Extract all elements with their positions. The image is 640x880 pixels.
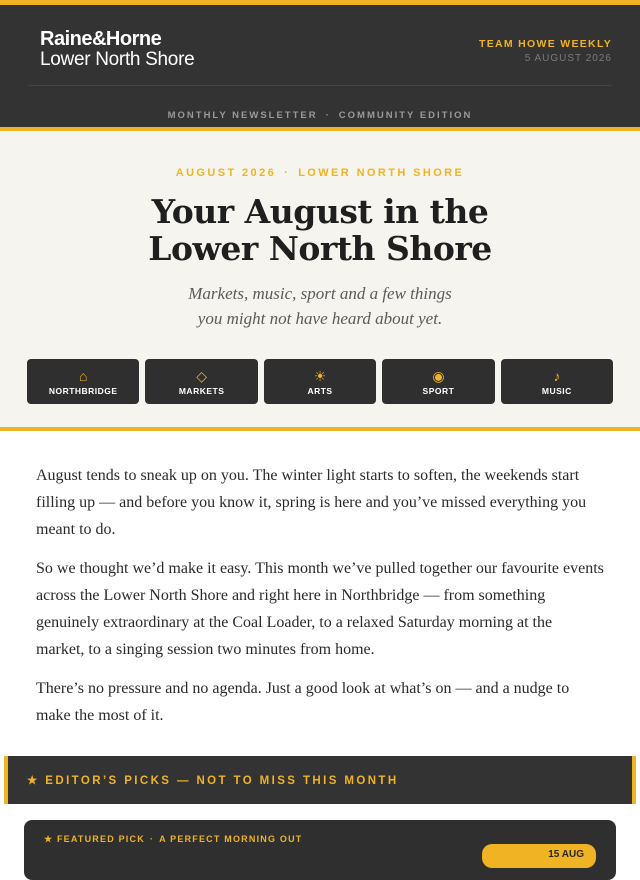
category-buttons bbox=[0, 359, 640, 404]
hero-kicker bbox=[0, 167, 640, 179]
editors-picks-banner bbox=[4, 756, 636, 804]
edition-left: MONTHLY NEWSLETTER bbox=[167, 110, 318, 121]
intro-paragraph-2: So we thought we’d make it easy. This month we’ve pulled together our favourite events across the Lower North Shore and right here in Northbridge — from something genuinely extraordinary at the Coal Loader, to a relaxed Saturday morning at the market, to a singing session two minutes from home. bbox=[36, 560, 604, 658]
featured-separator: · bbox=[149, 834, 155, 844]
hero-title bbox=[0, 193, 640, 267]
logo-brand-name: Raine&Horne bbox=[40, 28, 162, 50]
edition-line bbox=[28, 86, 612, 121]
category-label: SPORT bbox=[422, 385, 455, 396]
edition-right: COMMUNITY EDITION bbox=[338, 110, 473, 121]
category-button-northbridge[interactable] bbox=[27, 359, 139, 404]
event-date-badge: 15 AUG bbox=[482, 844, 596, 868]
kicker-separator: · bbox=[284, 167, 291, 179]
sun-icon: ☀ bbox=[313, 367, 327, 384]
hero-subtitle-line1: Markets, music, sport and a few things bbox=[188, 284, 452, 303]
hero-section bbox=[0, 127, 640, 431]
category-label: NORTHBRIDGE bbox=[48, 385, 118, 396]
hero-title-line2: Lower North Shore bbox=[148, 229, 492, 268]
newsletter-header bbox=[0, 5, 640, 127]
category-label: MARKETS bbox=[178, 385, 225, 396]
hero-title-line1: Your August in the bbox=[151, 192, 489, 231]
hero-subtitle bbox=[0, 281, 640, 331]
category-button-arts[interactable] bbox=[264, 359, 376, 404]
music-note-icon: ♪ bbox=[553, 367, 561, 384]
kicker-region: LOWER NORTH SHORE bbox=[298, 167, 465, 179]
team-name: TEAM HOWE WEEKLY bbox=[479, 38, 612, 50]
category-button-music[interactable] bbox=[501, 359, 613, 404]
header-meta bbox=[479, 29, 612, 64]
intro-paragraph-3: There’s no pressure and no agenda. Just a good look at what’s on — and a nudge to make the most of it. bbox=[36, 680, 570, 724]
logo-office-name: Lower North Shore bbox=[40, 49, 195, 70]
hero-subtitle-line2: you might not have heard about yet. bbox=[197, 309, 443, 328]
home-icon: ⌂ bbox=[78, 367, 88, 384]
edition-separator: · bbox=[325, 110, 331, 121]
category-label: MUSIC bbox=[541, 385, 572, 396]
featured-label: ★ FEATURED PICK bbox=[44, 834, 145, 844]
editors-picks-heading: ★ EDITOR’S PICKS — NOT TO MISS THIS MONTH bbox=[27, 775, 399, 787]
featured-pick-card[interactable] bbox=[24, 820, 616, 880]
issue-date: 5 AUGUST 2026 bbox=[524, 53, 612, 64]
category-button-sport[interactable] bbox=[382, 359, 494, 404]
featured-tagline: A PERFECT MORNING OUT bbox=[159, 834, 303, 844]
category-button-markets[interactable] bbox=[145, 359, 257, 404]
intro-copy bbox=[0, 431, 640, 729]
intro-paragraph-1: August tends to sneak up on you. The winter light starts to soften, the weekends start filling up — and before you know it, spring is here and you’ve missed everything you meant to do. bbox=[36, 467, 587, 538]
category-label: ARTS bbox=[307, 385, 333, 396]
header-top bbox=[28, 29, 612, 86]
brand-logo[interactable] bbox=[40, 29, 194, 71]
ball-icon: ◉ bbox=[432, 367, 445, 384]
diamond-icon: ◇ bbox=[196, 367, 207, 384]
kicker-month: AUGUST 2026 bbox=[175, 167, 277, 179]
